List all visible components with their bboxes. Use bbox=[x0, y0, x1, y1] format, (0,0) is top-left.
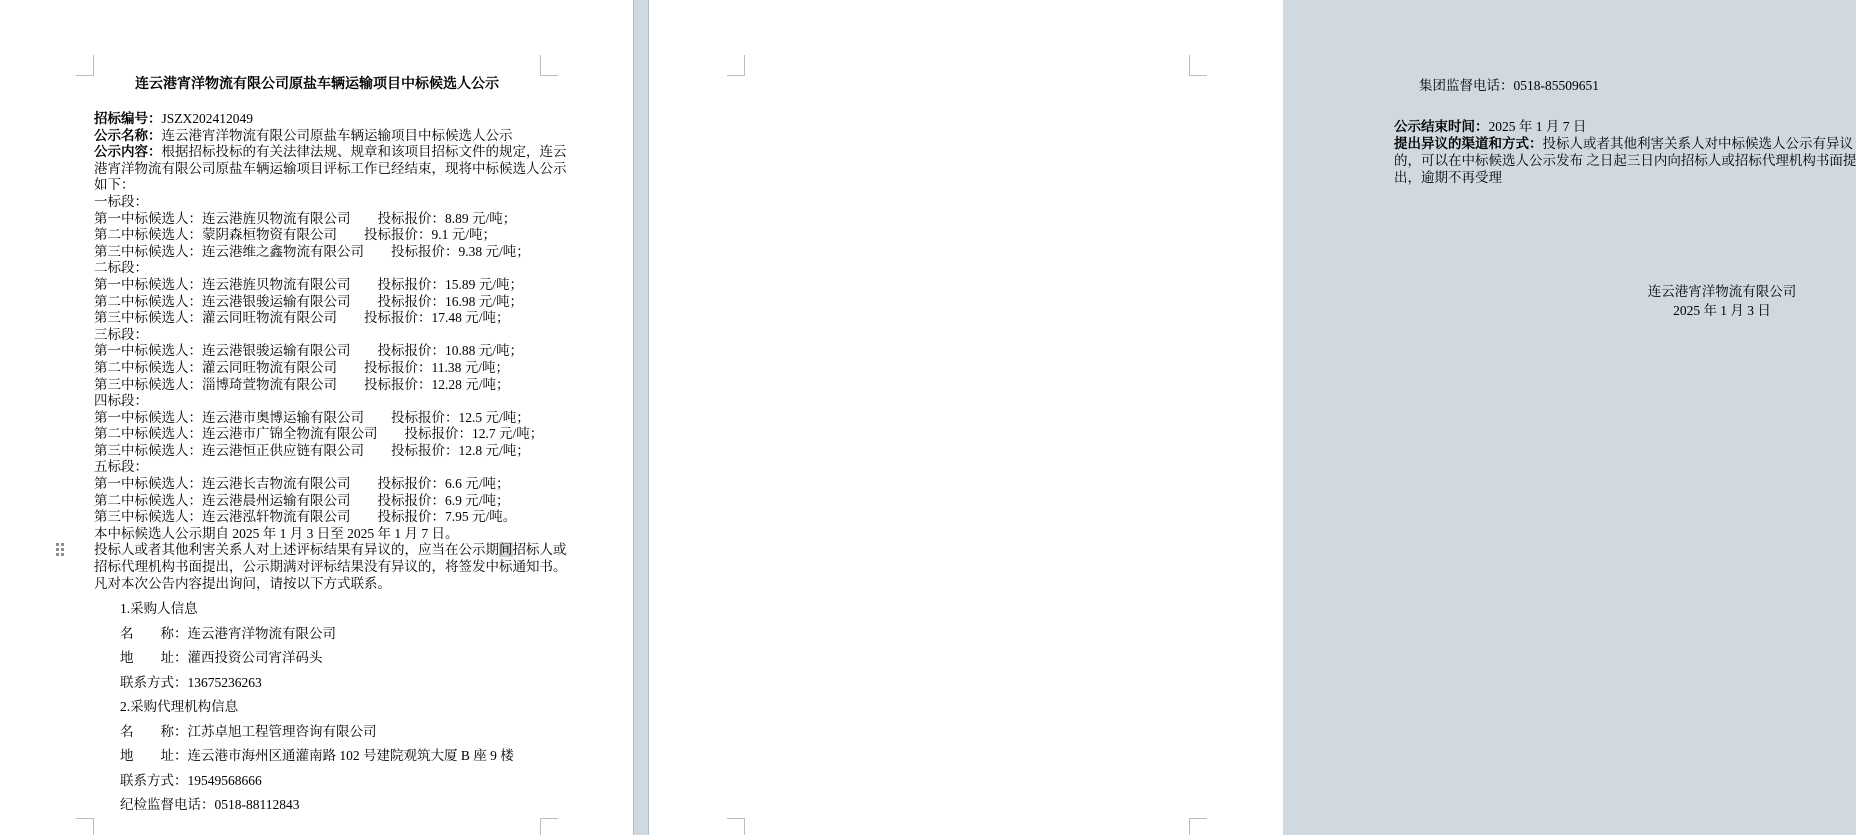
signature-block bbox=[1597, 282, 1847, 320]
paragraph-drag-handle-icon[interactable] bbox=[56, 543, 65, 557]
doc-line-bold-label: 公示名称： bbox=[94, 127, 162, 143]
doc-line-text: 二标段： bbox=[94, 260, 148, 276]
doc-line-text: 五标段： bbox=[94, 459, 148, 475]
doc-line-text: 投标人或者其他利害关系人对中标候选人公示有异议 bbox=[1542, 136, 1853, 151]
doc-line-text: 第二中标候选人：灌云同旺物流有限公司 投标报价：11.38 元/吨； bbox=[94, 359, 509, 375]
doc-line-text: 第三中标候选人：连云港恒正供应链有限公司 投标报价：12.8 元/吨； bbox=[94, 442, 530, 458]
doc-line-text: 第三中标候选人：淄博琦萱物流有限公司 投标报价：12.28 元/吨； bbox=[94, 376, 510, 392]
doc-line bbox=[94, 476, 554, 493]
doc-line-text: 第三中标候选人：连云港维之鑫物流有限公司 投标报价：9.38 元/吨； bbox=[94, 243, 530, 259]
doc-line-bold-label: 提出异议的渠道和方式： bbox=[1394, 136, 1543, 151]
page-2[interactable] bbox=[649, 0, 1856, 835]
doc-line bbox=[94, 260, 554, 277]
doc-line-text: 联系方式：19549568666 bbox=[120, 772, 262, 788]
doc-line-text: 第三中标候选人：连云港泓轩物流有限公司 投标报价：7.95 元/吨。 bbox=[94, 509, 517, 525]
doc-line bbox=[94, 576, 554, 593]
doc-line bbox=[94, 410, 554, 427]
doc-line-text: 第二中标候选人：连云港晨州运输有限公司 投标报价：6.9 元/吨； bbox=[94, 492, 510, 508]
margin-mark-p2-top-left bbox=[727, 55, 745, 76]
doc-line-text: 地 址：灌西投资公司宵洋码头 bbox=[120, 650, 323, 665]
margin-mark-p2-bottom-left bbox=[727, 818, 745, 835]
doc-line bbox=[120, 793, 554, 818]
doc-line bbox=[94, 227, 554, 244]
doc-line bbox=[120, 622, 554, 647]
margin-mark-p2-top-right bbox=[1189, 55, 1207, 76]
doc-line bbox=[1394, 169, 1846, 186]
doc-line bbox=[1394, 135, 1853, 152]
doc-line bbox=[94, 426, 554, 443]
doc-line bbox=[94, 111, 554, 128]
doc-line bbox=[94, 310, 554, 327]
doc-title: 连云港宵洋物流有限公司原盐车辆运输项目中标候选人公示 bbox=[135, 77, 499, 92]
doc-line bbox=[94, 459, 554, 476]
doc-line bbox=[94, 377, 554, 394]
signature-date: 2025 年 1 月 3 日 bbox=[1673, 303, 1771, 318]
doc-line bbox=[120, 720, 554, 745]
doc-line-text: 如下： bbox=[94, 177, 135, 193]
doc-line bbox=[94, 211, 554, 228]
doc-line bbox=[94, 327, 554, 344]
doc-line bbox=[120, 646, 554, 671]
doc-line-text: 1.采购人信息 bbox=[120, 601, 198, 616]
doc-line-text: 凡对本次公告内容提出询问，请按以下方式联系。 bbox=[94, 575, 391, 591]
margin-mark-p1-top-left bbox=[76, 55, 94, 76]
doc-line bbox=[94, 559, 567, 576]
doc-line-text: 第二中标候选人：连云港银骏运输有限公司 投标报价：16.98 元/吨； bbox=[94, 293, 523, 309]
margin-mark-p1-bottom-left bbox=[76, 818, 94, 835]
doc-line-text: 第三中标候选人：灌云同旺物流有限公司 投标报价：17.48 元/吨； bbox=[94, 310, 510, 326]
doc-line-text: 出，逾期不再受理 bbox=[1394, 170, 1502, 185]
doc-line-text: 2.采购代理机构信息 bbox=[120, 699, 239, 714]
doc-line-text: 名 称：江苏卓旭工程管理咨询有限公司 bbox=[120, 723, 377, 739]
doc-line-text: 本中标候选人公示期自 2025 年 1 月 3 日至 2025 年 1 月 7 日。 bbox=[94, 525, 459, 541]
doc-line bbox=[94, 128, 554, 145]
doc-line-bold-label: 招标编号： bbox=[94, 111, 162, 126]
doc-line-text: 连云港宵洋物流有限公司原盐车辆运输项目中标候选人公示 bbox=[161, 127, 513, 143]
doc-line-text: 第一中标候选人：连云港银骏运输有限公司 投标报价：10.88 元/吨； bbox=[94, 343, 523, 359]
doc-line bbox=[94, 443, 554, 460]
doc-line bbox=[120, 671, 554, 696]
doc-line-bold-label: 公示结束时间： bbox=[1394, 119, 1489, 134]
doc-line-text: 招标代理机构书面提出，公示期满对评标结果没有异议的，将签发中标通知书。 bbox=[94, 559, 567, 575]
doc-line bbox=[94, 294, 554, 311]
doc-line-text: 一标段： bbox=[94, 193, 148, 209]
doc-line bbox=[94, 194, 554, 211]
doc-line-text: 根据招标投标的有关法律法规、规章和该项目招标文件的规定，连云 bbox=[161, 144, 567, 160]
doc-line-text: 地 址：连云港市海州区通灌南路 102 号建院观筑大厦 B 座 9 楼 bbox=[120, 748, 514, 763]
doc-line-text: 名 称：连云港宵洋物流有限公司 bbox=[120, 625, 336, 641]
doc-line-text: 港宵洋物流有限公司原盐车辆运输项目评标工作已经结束，现将中标候选人公示 bbox=[94, 160, 567, 176]
doc-line-text: 第一中标候选人：连云港旌贝物流有限公司 投标报价：15.89 元/吨； bbox=[94, 276, 523, 292]
doc-line bbox=[94, 526, 554, 543]
doc-line-text: 三标段： bbox=[94, 326, 148, 342]
doc-line-bold-label: 公示内容： bbox=[94, 144, 162, 160]
doc-line-text: 纪检监督电话：0518-88112843 bbox=[120, 797, 300, 812]
doc-line-text: 第一中标候选人：连云港旌贝物流有限公司 投标报价：8.89 元/吨； bbox=[94, 210, 517, 226]
doc-line bbox=[120, 769, 554, 794]
doc-line bbox=[1394, 118, 1846, 135]
doc-line-text: 招标人或 bbox=[512, 542, 567, 558]
doc-line-text: JSZX202412049 bbox=[161, 111, 254, 126]
doc-line-text: 第二中标候选人：蒙阴森桓物资有限公司 投标报价：9.1 元/吨； bbox=[94, 227, 496, 243]
margin-mark-p2-bottom-right bbox=[1189, 818, 1207, 835]
doc-line bbox=[120, 744, 554, 769]
doc-line-text: 的，可以在中标候选人公示发布 之日起三日内向招标人或招标代理机构书面提 bbox=[1394, 153, 1856, 168]
page-gap bbox=[633, 0, 649, 835]
doc-line-text: 投标人或者其他利害关系人对上述评标结果有异议的，应当在公示期 bbox=[94, 542, 499, 558]
page1-contact-block bbox=[94, 597, 554, 818]
doc-line bbox=[94, 144, 567, 161]
doc-line-text: 2025 年 1 月 7 日 bbox=[1488, 119, 1587, 134]
search-highlight: 间 bbox=[499, 542, 513, 558]
signature-company: 连云港宵洋物流有限公司 bbox=[1647, 284, 1797, 299]
doc-line bbox=[120, 597, 554, 622]
doc-line bbox=[94, 277, 554, 294]
doc-line bbox=[94, 177, 554, 194]
doc-line bbox=[94, 244, 554, 261]
doc-line-text: 第一中标候选人：连云港长吉物流有限公司 投标报价：6.6 元/吨； bbox=[94, 476, 510, 492]
doc-line bbox=[120, 695, 554, 720]
margin-mark-p1-top-right bbox=[540, 55, 558, 76]
doc-line-text: 四标段： bbox=[94, 393, 148, 409]
doc-line bbox=[94, 509, 554, 526]
doc-line bbox=[1394, 152, 1856, 169]
doc-line bbox=[94, 393, 554, 410]
page2-body bbox=[1394, 118, 1856, 186]
doc-line bbox=[94, 160, 567, 178]
doc-line-text: 第二中标候选人：连云港市广锦全物流有限公司 投标报价：12.7 元/吨； bbox=[94, 426, 544, 442]
doc-line-text: 联系方式：13675236263 bbox=[120, 674, 262, 690]
doc-line-text: 第一中标候选人：连云港市奥博运输有限公司 投标报价：12.5 元/吨； bbox=[94, 409, 530, 425]
doc-line bbox=[94, 360, 554, 377]
page-1[interactable] bbox=[0, 0, 633, 835]
group-phone-line: 集团监督电话：0518-85509651 bbox=[1419, 78, 1599, 93]
doc-line bbox=[94, 493, 554, 510]
doc-line bbox=[94, 343, 554, 360]
margin-mark-p1-bottom-right bbox=[540, 818, 558, 835]
page1-body bbox=[94, 111, 567, 592]
doc-line bbox=[94, 542, 567, 559]
